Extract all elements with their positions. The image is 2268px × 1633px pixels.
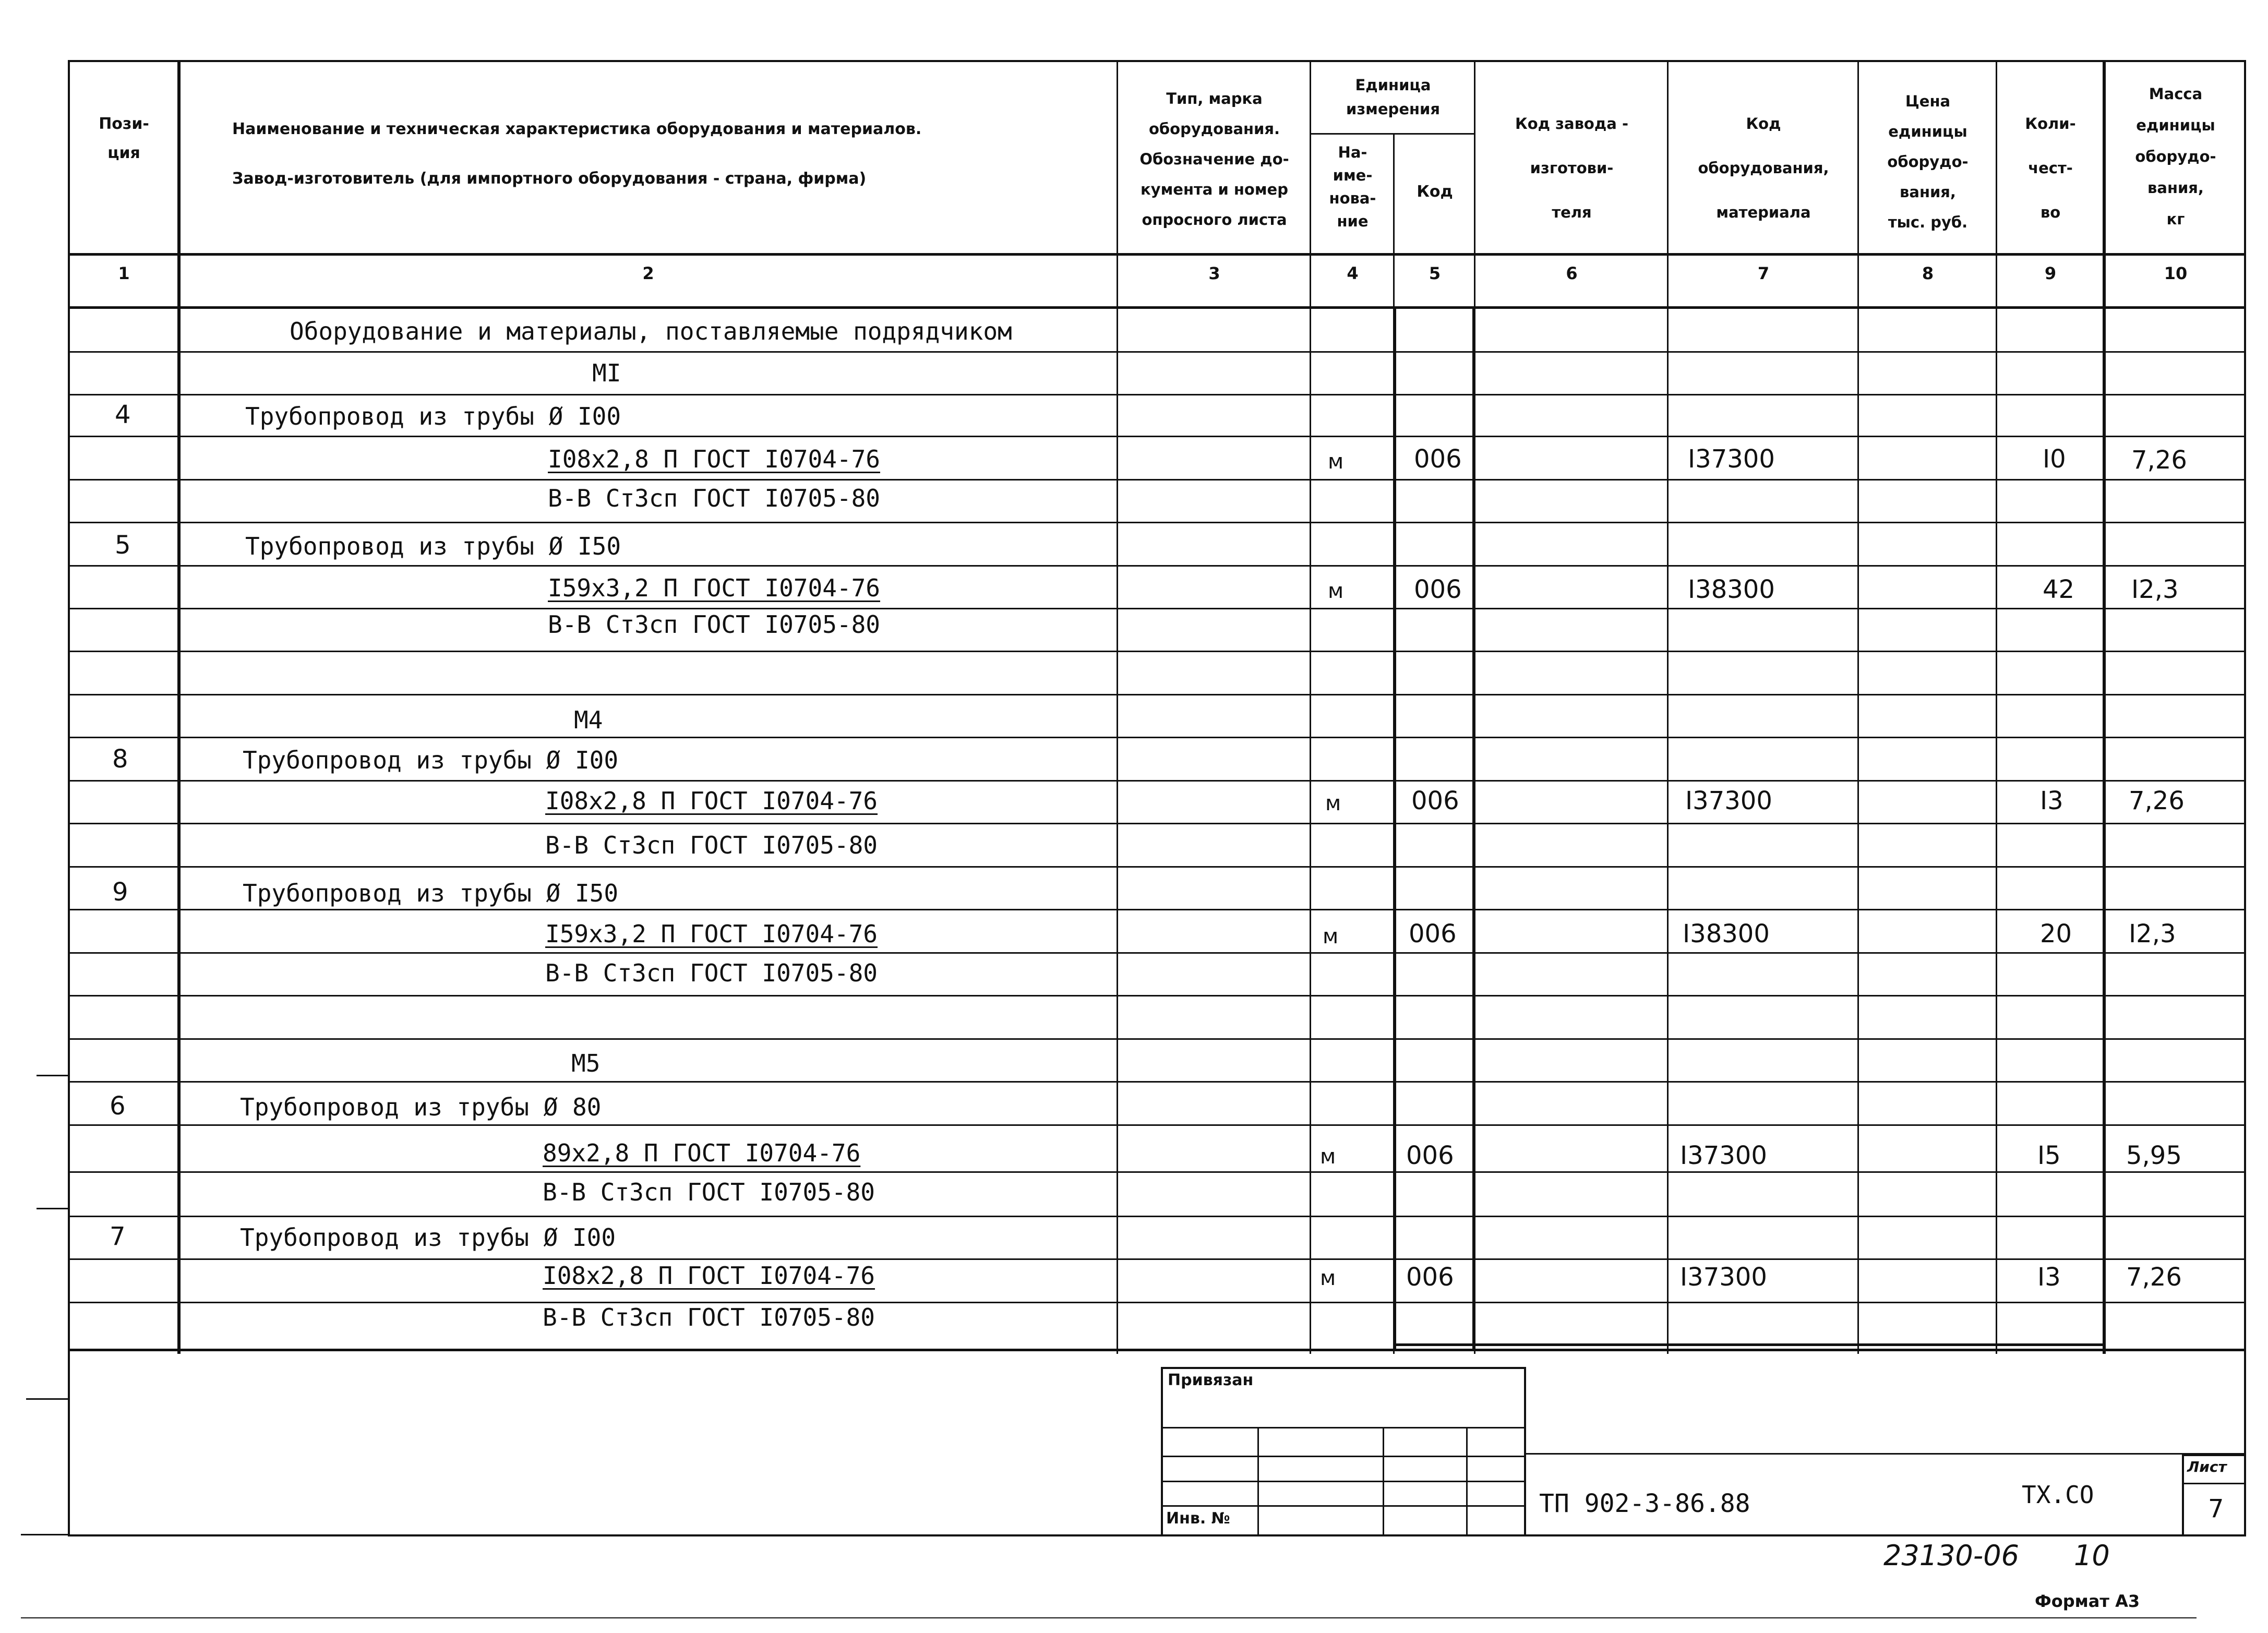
row-divider [68, 306, 2246, 309]
col-divider [1472, 308, 1475, 1351]
row-divider [68, 1171, 2246, 1173]
item-name: Трубопровод из трубы Ø I00 [240, 1223, 616, 1252]
item-spec: I08x2,8 П ГОСТ I0704-76 [548, 445, 880, 473]
row-divider [68, 995, 2246, 996]
header-unit: Единица измерения [1346, 76, 1440, 118]
item-position: 4 [115, 400, 131, 429]
quantity: I0 [2043, 445, 2066, 474]
item-material: В-В Ст3сп ГОСТ I0705-80 [545, 959, 878, 987]
column-number: 7 [1757, 263, 1770, 283]
row-divider [68, 1302, 2246, 1303]
row-divider [68, 909, 2246, 910]
item-position: 5 [115, 531, 131, 560]
column-number: 2 [642, 263, 654, 283]
equipment-code: I37300 [1680, 1141, 1767, 1170]
row-divider [68, 1216, 2246, 1217]
subsection-label: М4 [574, 706, 603, 734]
row-divider [68, 651, 2246, 652]
stamp-line [1526, 1453, 2246, 1455]
margin-tick [21, 1534, 68, 1535]
subsection-label: М5 [571, 1049, 601, 1077]
row-divider [68, 737, 2246, 738]
quantity: I3 [2037, 1263, 2061, 1292]
row-divider [68, 866, 2246, 868]
unit-code: 006 [1406, 1263, 1454, 1292]
col-divider [1393, 308, 1396, 1351]
document-number: ТП 902-3-86.88 [1539, 1489, 1750, 1518]
unit-name: м [1325, 791, 1341, 815]
column-number: 5 [1429, 263, 1441, 283]
stamp-line [1257, 1427, 1259, 1536]
column-number: 6 [1566, 263, 1578, 283]
unit-code: 006 [1414, 575, 1462, 604]
row-divider [68, 694, 2246, 695]
header-type: Тип, марка оборудования. Обозначение до- кумента и номер опросного листа [1139, 90, 1289, 229]
handwritten-count: 10 [2074, 1539, 2110, 1572]
column-number: 8 [1922, 263, 1934, 283]
unit-name: м [1320, 1266, 1336, 1290]
row-divider [68, 823, 2246, 824]
column-number: 9 [2044, 263, 2057, 283]
quantity: I5 [2037, 1141, 2061, 1170]
row-divider [68, 1081, 2246, 1083]
header-name: Наименование и техническая характеристика оборудования и материалов. Завод-изготовитель (для импортного оборудования - страна, фирма) [232, 120, 922, 188]
sheet-label: Лист [2187, 1458, 2227, 1475]
equipment-code: I38300 [1683, 919, 1770, 948]
item-position: 9 [112, 878, 128, 907]
unit-name: м [1323, 924, 1339, 948]
equipment-code: I38300 [1688, 575, 1775, 604]
row-divider [68, 1038, 2246, 1040]
item-name: Трубопровод из трубы Ø I00 [245, 402, 621, 430]
row-divider [68, 1349, 2246, 1351]
header-quantity: Коли- чест- во [2025, 115, 2076, 221]
header-price: Цена единицы оборудо- вания, тыс. руб. [1887, 92, 1969, 231]
item-spec: 89x2,8 П ГОСТ I0704-76 [543, 1139, 861, 1167]
equipment-code: I37300 [1680, 1263, 1767, 1292]
item-spec: I59x3,2 П ГОСТ I0704-76 [548, 574, 880, 602]
quantity: 42 [2043, 575, 2075, 604]
unit-mass: 7,26 [2129, 786, 2185, 815]
stamp-inventory-label: Инв. № [1166, 1509, 1230, 1528]
quantity: I3 [2040, 786, 2063, 815]
column-number: 4 [1347, 263, 1359, 283]
header-position: Пози- ция [99, 115, 149, 162]
unit-name: м [1328, 450, 1344, 474]
row-divider [68, 608, 2246, 609]
item-name: Трубопровод из трубы Ø I50 [243, 879, 619, 907]
row-divider [68, 522, 2246, 523]
column-number: 3 [1208, 263, 1220, 283]
item-spec: I08x2,8 П ГОСТ I0704-76 [545, 787, 878, 815]
equipment-code: I37300 [1685, 786, 1772, 815]
row-divider [68, 479, 2246, 481]
unit-code: 006 [1409, 919, 1457, 948]
header-mass: Масса единицы оборудо- вания, кг [2135, 85, 2216, 228]
handwritten-number: 23130-06 [1883, 1539, 2019, 1572]
item-material: В-В Ст3сп ГОСТ I0705-80 [543, 1178, 875, 1206]
item-name: Трубопровод из трубы Ø 80 [240, 1093, 602, 1121]
row-divider [68, 565, 2246, 567]
row-divider [68, 253, 2246, 256]
unit-mass: I2,3 [2129, 919, 2176, 948]
unit-mass: 5,95 [2126, 1141, 2182, 1170]
item-position: 6 [110, 1091, 126, 1121]
footer-line [21, 1617, 2197, 1618]
row-divider [68, 351, 2246, 353]
margin-tick [37, 1075, 68, 1076]
unit-code: 006 [1411, 786, 1459, 815]
stamp-line [2182, 1483, 2246, 1484]
header-equipment-code: Код оборудования, материала [1698, 115, 1829, 221]
row-divider [1310, 133, 1474, 135]
column-number: 1 [118, 263, 130, 283]
equipment-code: I37300 [1688, 445, 1775, 474]
unit-mass: I2,3 [2131, 575, 2179, 604]
item-material: В-В Ст3сп ГОСТ I0705-80 [545, 831, 878, 859]
section-title: Оборудование и материалы, поставляемые подрядчиком [290, 317, 1012, 345]
header-unit-code: Код [1417, 183, 1453, 201]
item-spec: I08x2,8 П ГОСТ I0704-76 [543, 1262, 875, 1290]
item-material: В-В Ст3сп ГОСТ I0705-80 [548, 484, 880, 512]
column-number: 10 [2164, 263, 2188, 283]
row-divider [68, 1258, 2246, 1260]
row-divider [68, 780, 2246, 782]
item-name: Трубопровод из трубы Ø I00 [243, 746, 619, 774]
unit-mass: 7,26 [2131, 446, 2187, 475]
stamp-line [1383, 1427, 1384, 1536]
margin-tick [26, 1398, 68, 1400]
stamp-bound-label: Привязан [1168, 1371, 1254, 1389]
row-divider [68, 394, 2246, 395]
unit-code: 006 [1414, 445, 1462, 474]
unit-name: м [1320, 1145, 1336, 1169]
stamp-line [1161, 1505, 1526, 1507]
stamp-line [1466, 1427, 1468, 1536]
row-divider [68, 436, 2246, 437]
row-divider [68, 1124, 2246, 1126]
row-divider [1393, 1343, 2103, 1346]
stamp-line [1161, 1456, 1526, 1457]
item-name: Трубопровод из трубы Ø I50 [245, 532, 621, 560]
row-divider [68, 952, 2246, 954]
item-material: В-В Ст3сп ГОСТ I0705-80 [548, 610, 880, 639]
item-spec: I59x3,2 П ГОСТ I0704-76 [545, 920, 878, 948]
sheet-number: 7 [2208, 1494, 2224, 1523]
stamp-line [1161, 1427, 1526, 1428]
header-unit-name: На- име- нова- ние [1329, 143, 1376, 230]
item-position: 8 [112, 745, 128, 774]
item-material: В-В Ст3сп ГОСТ I0705-80 [543, 1303, 875, 1331]
unit-name: м [1328, 579, 1344, 603]
quantity: 20 [2040, 919, 2072, 948]
unit-mass: 7,26 [2126, 1263, 2182, 1292]
unit-code: 006 [1406, 1141, 1454, 1170]
format-label: Формат А3 [2035, 1591, 2140, 1611]
header-factory-code: Код завода - изготови- теля [1515, 115, 1628, 221]
stamp-line [1161, 1481, 1526, 1482]
item-position: 7 [110, 1222, 126, 1251]
document-mark: ТХ.СО [2022, 1481, 2094, 1509]
subsection-label: МI [592, 359, 621, 387]
margin-tick [37, 1208, 68, 1209]
